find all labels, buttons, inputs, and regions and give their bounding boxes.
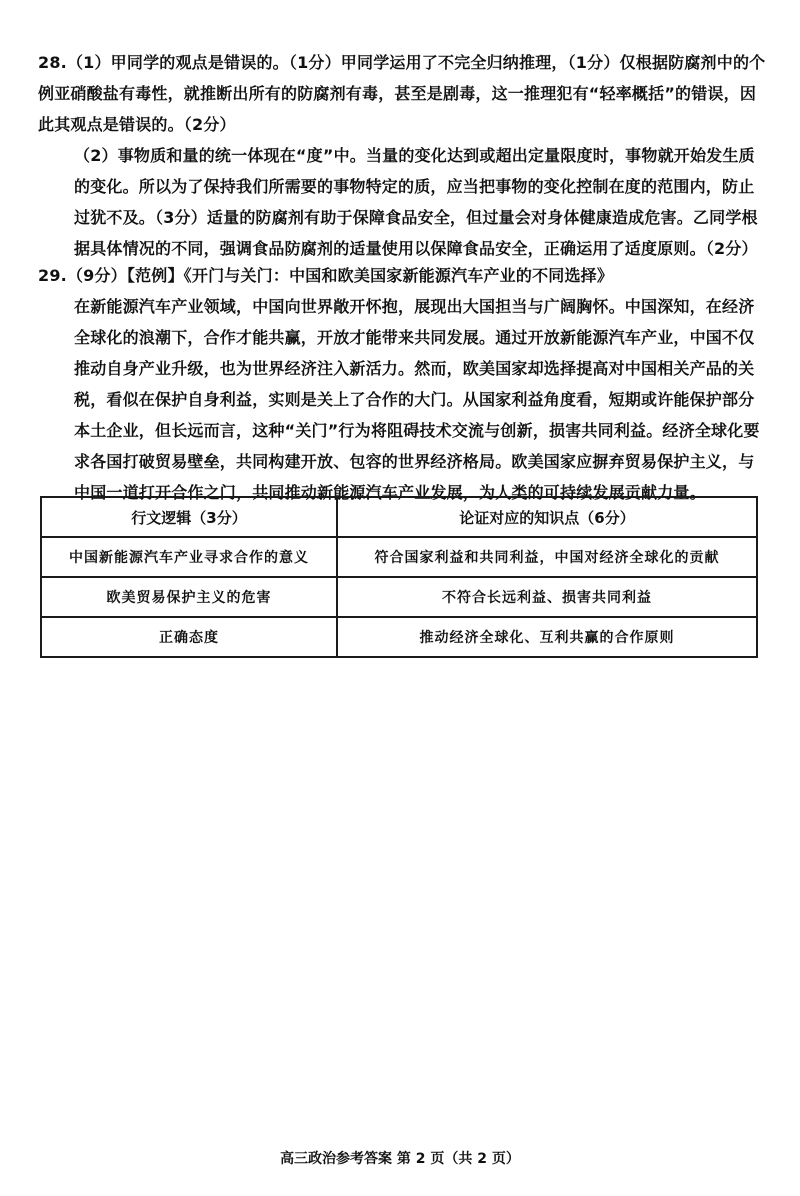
page-footer: 高三政治参考答案 第 2 页（共 2 页） — [280, 1151, 520, 1167]
table-row — [41, 577, 757, 617]
table-cell: 正确态度 — [41, 617, 337, 657]
question-28 — [38, 47, 768, 264]
table-header-row — [41, 497, 757, 537]
q28-part1: 28.（1）甲同学的观点是错误的。（1分）甲同学运用了不完全归纳推理，（1分）仅根据防腐剂中的个例亚硝酸盐有毒性，就推断出所有的防腐剂有毒，甚至是剧毒，这一推理犯有“轻率概括”的错误，因此其观点是错误的。（2分） — [38, 53, 766, 134]
q29-header: 29.（9分）【范例】《开门与关门：中国和欧美国家新能源汽车产业的不同选择》 — [38, 266, 614, 285]
question-29 — [38, 260, 768, 508]
table-header-logic: 行文逻辑（3分） — [41, 497, 337, 537]
table-cell: 推动经济全球化、互利共赢的合作原则 — [337, 617, 757, 657]
scoring-table — [40, 496, 758, 658]
table-cell: 符合国家利益和共同利益，中国对经济全球化的贡献 — [337, 537, 757, 577]
table-row — [41, 537, 757, 577]
table-cell: 中国新能源汽车产业寻求合作的意义 — [41, 537, 337, 577]
q28-part2: （2）事物质和量的统一体现在“度”中。当量的变化达到或超出定量限度时，事物就开始发生质的变化。所以为了保持我们所需要的事物特定的质，应当把事物的变化控制在度的范围内，防止过犹不及。（3分）适量的防腐剂有助于保障食品安全，但过量会对身体健康造成危害。乙同学根据具体情况的不同，强调食品防腐剂的适量使用以保障食品安全，正确运用了适度原则。（2分） — [74, 146, 758, 258]
q29-sample-essay: 在新能源汽车产业领域，中国向世界敞开怀抱，展现出大国担当与广阔胸怀。中国深知，在经济全球化的浪潮下，合作才能共赢，开放才能带来共同发展。通过开放新能源汽车产业，中国不仅推动自身产业升级，也为世界经济注入新活力。然而，欧美国家却选择提高对中国相关产品的关税，看似在保护自身利益，实则是关上了合作的大门。从国家利益角度看，短期或许能保护部分本土企业，但长远而言，这种“关门”行为将阻碍技术交流与创新，损害共同利益。经济全球化要求各国打破贸易壁垒，共同构建开放、包容的世界经济格局。欧美国家应摒弃贸易保护主义，与中国一道打开合作之门，共同推动新能源汽车产业发展，为人类的可持续发展贡献力量。 — [74, 297, 760, 502]
table-row — [41, 617, 757, 657]
table-cell: 不符合长远利益、损害共同利益 — [337, 577, 757, 617]
table-header-knowledge: 论证对应的知识点（6分） — [337, 497, 757, 537]
table-cell: 欧美贸易保护主义的危害 — [41, 577, 337, 617]
